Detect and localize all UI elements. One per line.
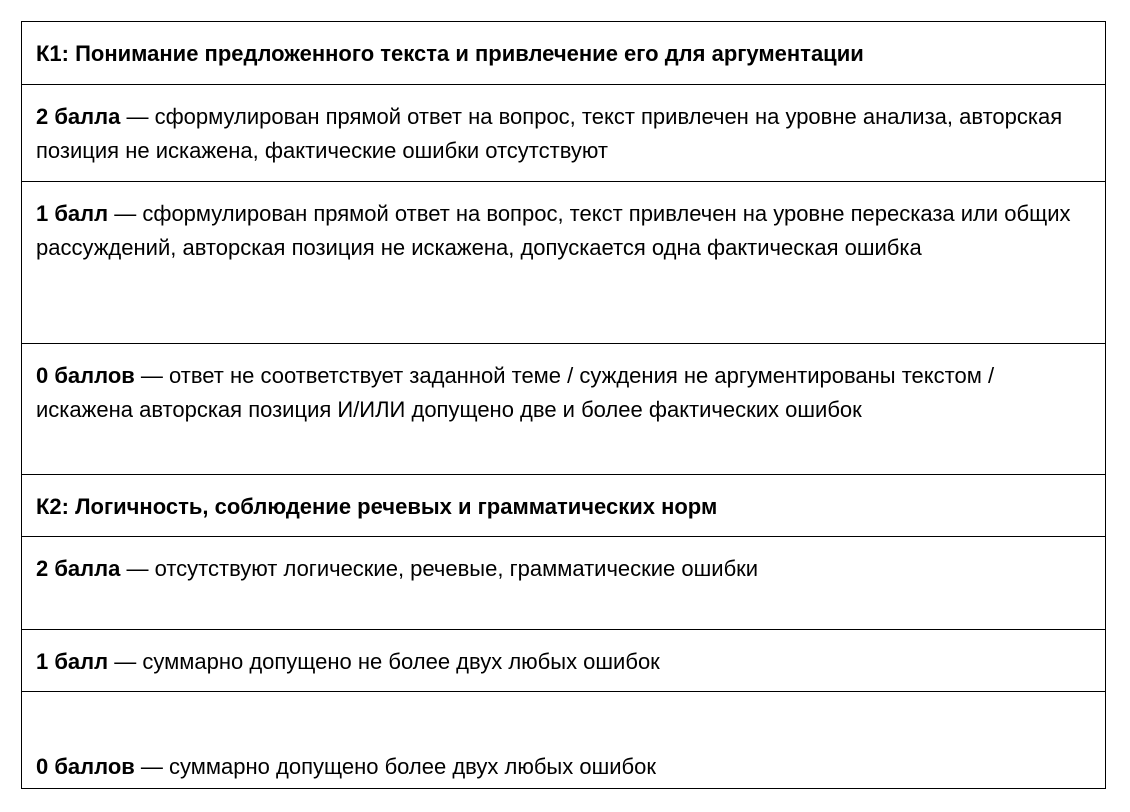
k1-heading: К1: Понимание предложенного текста и привлечение его для аргументации [36, 41, 864, 66]
k2-heading-row [22, 475, 1105, 537]
k1-score-0-label: 0 баллов [36, 363, 135, 388]
k2-score-0-row [22, 692, 1105, 790]
k2-score-2-row [22, 537, 1105, 630]
k1-score-2-description: — сформулирован прямой ответ на вопрос, текст привлечен на уровне анализа, авторская позиция не искажена, фактические ошибки отсутствуют [36, 104, 1063, 163]
k2-score-2-description: — отсутствуют логические, речевые, грамматические ошибки [120, 556, 759, 581]
k2-heading: К2: Логичность, соблюдение речевых и грамматических норм [36, 494, 718, 519]
k2-score-1-label: 1 балл [36, 649, 109, 674]
k1-score-0-row [22, 344, 1105, 475]
k1-score-1-label: 1 балл [36, 201, 109, 226]
criteria-table [21, 21, 1106, 789]
k2-score-0-description: — суммарно допущено более двух любых ошибок [134, 754, 656, 779]
k2-score-0-label: 0 баллов [36, 754, 135, 779]
k1-score-2-row [22, 85, 1105, 182]
k1-score-2-label: 2 балла [36, 104, 121, 129]
k2-score-2-label: 2 балла [36, 556, 121, 581]
k2-score-1-row [22, 630, 1105, 692]
k1-heading-row [22, 22, 1105, 85]
k1-score-0-description: — ответ не соответствует заданной теме / суждения не аргументированы текстом / искажена авторская позиция И/ИЛИ допущено две и более фактических ошибок [36, 363, 995, 422]
k1-score-1-row [22, 182, 1105, 344]
k1-score-1-description: — сформулирован прямой ответ на вопрос, текст привлечен на уровне пересказа или общих рассуждений, авторская позиция не искажена, допускается одна фактическая ошибка [36, 201, 1071, 260]
k2-score-1-description: — суммарно допущено не более двух любых ошибок [108, 649, 660, 674]
